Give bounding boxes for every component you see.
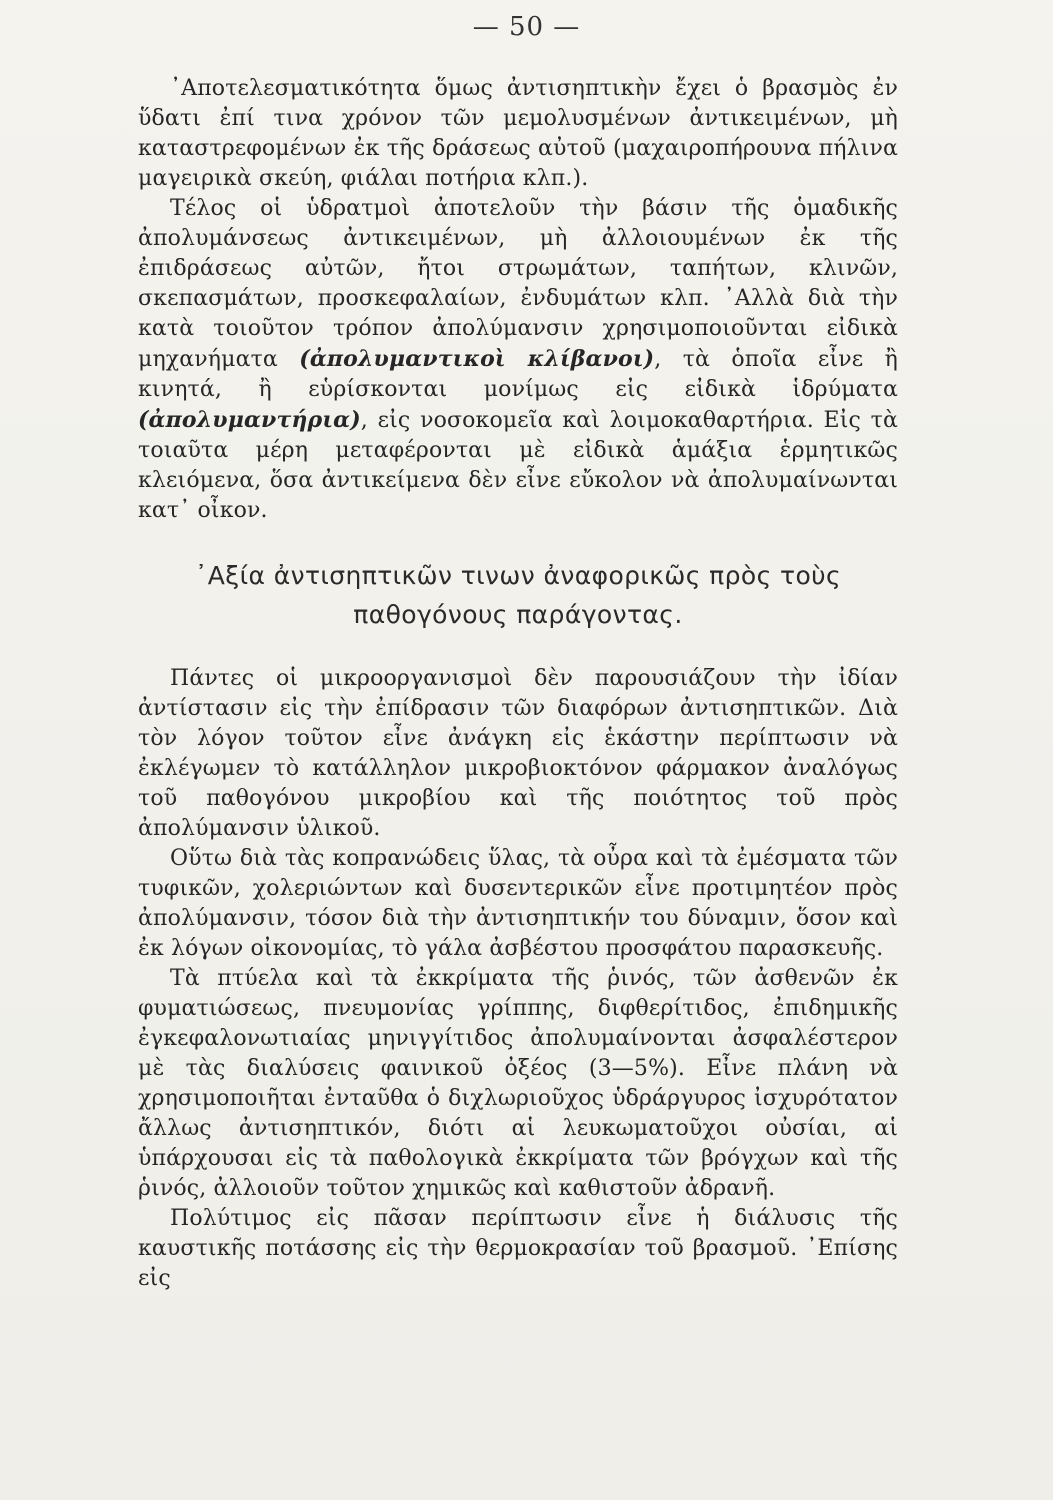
section-heading	[138, 556, 898, 634]
section-heading-line-2: παθογόνους παράγοντας.	[353, 600, 683, 629]
paragraph-boiling: ᾽Αποτελεσματικότητα ὅμως ἀντισηπτικὴν ἔχει ὁ βρασμὸς ἐν ὕδατι ἐπί τινα χρόνον τῶν μεμολυσμένων ἀντικειμένων, μὴ καταστρεφομένων ἐκ τῆς δράσεως αὐτοῦ (μαχαιροπήρουνα πήλινα μαγειρικὰ σκεύη, φιάλαι ποτήρια κλπ.).	[138, 76, 898, 191]
paragraph-steam-disinfection	[138, 194, 898, 526]
paragraph-excreta: Οὕτω διὰ τὰς κοπρανώδεις ὕλας, τὰ οὖρα καὶ τὰ ἐμέσματα τῶν τυφικῶν, χολεριώντων καὶ δυσεντερικῶν εἶνε προτιμητέον πρὸς ἀπολύμανσιν, τόσον διὰ τὴν ἀντισηπτικήν του δύναμιν, ὅσον καὶ ἐκ λόγων οἰκονομίας, τὸ γάλα ἀσβέστου προσφάτου παρασκευῆς.	[138, 846, 898, 961]
term-disinfection-autoclaves: (ἀπολυμαντικοὶ κλίβανοι)	[299, 346, 655, 372]
section-heading-line-1: ᾽Αξία ἀντισηπτικῶν τινων ἀναφορικῶς πρὸς τοὺς	[194, 561, 842, 590]
term-disinfection-stations: (ἀπολυμαντήρια)	[138, 407, 361, 433]
paragraph-steam-text-3: , εἰς νοσοκομεῖα καὶ λοιμοκαθαρτήρια. Εἰς τὰ τοιαῦτα μέρη μεταφέρονται μὲ εἰδικὰ ἁμάξια ἑρμητικῶς κλειόμενα, ὅσα ἀντικείμενα δὲν εἶνε εὔκολον νὰ ἀπολυμαίνωνται κατ᾽ οἶκον.	[138, 408, 898, 523]
paragraph-sputum: Τὰ πτύελα καὶ τὰ ἐκκρίματα τῆς ῥινός, τῶν ἀσθενῶν ἐκ φυματιώσεως, πνευμονίας γρίππης, διφθερίτιδος, ἐπιδημικῆς ἐγκεφαλονωτιαίας μηνιγγίτιδος ἀπολυμαίνονται ἀσφαλέστερον μὲ τὰς διαλύσεις φαινικοῦ ὀξέος (3—5%). Εἶνε πλάνη νὰ χρησιμοποιῆται ἐνταῦθα ὁ διχλωριοῦχος ὑδράργυρος ἰσχυρότατον ἄλλως ἀντισηπτικόν, διότι αἱ λευκωματοῦχοι οὐσίαι, αἱ ὑπάρχουσαι εἰς τὰ παθολογικὰ ἐκκρίματα τῶν βρόγχων καὶ τῆς ῥινός, ἀλλοιοῦν τοῦτον χημικῶς καὶ καθιστοῦν ἀδρανῆ.	[138, 966, 898, 1201]
paragraph-steam-text-1: Τέλος οἱ ὑδρατμοὶ ἀποτελοῦν τὴν βάσιν τῆς ὁμαδικῆς ἀπολυμάνσεως ἀντικειμένων, μὴ ἀλλοιουμένων ἐκ τῆς ἐπιδράσεως αὐτῶν, ἤτοι στρωμάτων, ταπήτων, κλινῶν, σκεπασμάτων, προσκεφαλαίων, ἐνδυμάτων κλπ. ᾽Αλλὰ διὰ τὴν κατὰ τοιοῦτον τρόπον ἀπολύμανσιν χρησιμοποιοῦνται εἰδικὰ μηχανήματα	[138, 196, 898, 372]
page-content	[138, 74, 898, 1294]
paragraph-resistance: Πάντες οἱ μικροοργανισμοὶ δὲν παρουσιάζουν τὴν ἰδίαν ἀντίστασιν εἰς τὴν ἐπίδρασιν τῶν διαφόρων ἀντισηπτικῶν. Διὰ τὸν λόγον τοῦτον εἶνε ἀνάγκη εἰς ἑκάστην περίπτωσιν νὰ ἐκλέγωμεν τὸ κατάλληλον μικροβιοκτόνον φάρμακον ἀναλόγως τοῦ παθογόνου μικροβίου καὶ τῆς ποιότητος τοῦ πρὸς ἀπολύμανσιν ὑλικοῦ.	[138, 666, 898, 841]
paragraph-steam-text-2: , τὰ ὁποῖα εἶνε ἢ κινητά, ἢ εὑρίσκονται μονίμως εἰς εἰδικὰ ἱδρύματα	[138, 347, 899, 402]
page-number: — 50 —	[472, 12, 581, 42]
paragraph-potash: Πολύτιμος εἰς πᾶσαν περίπτωσιν εἶνε ἡ διάλυσις τῆς καυστικῆς ποτάσσης εἰς τὴν θερμοκρασίαν τοῦ βρασμοῦ. ᾽Επίσης εἰς	[138, 1206, 898, 1291]
